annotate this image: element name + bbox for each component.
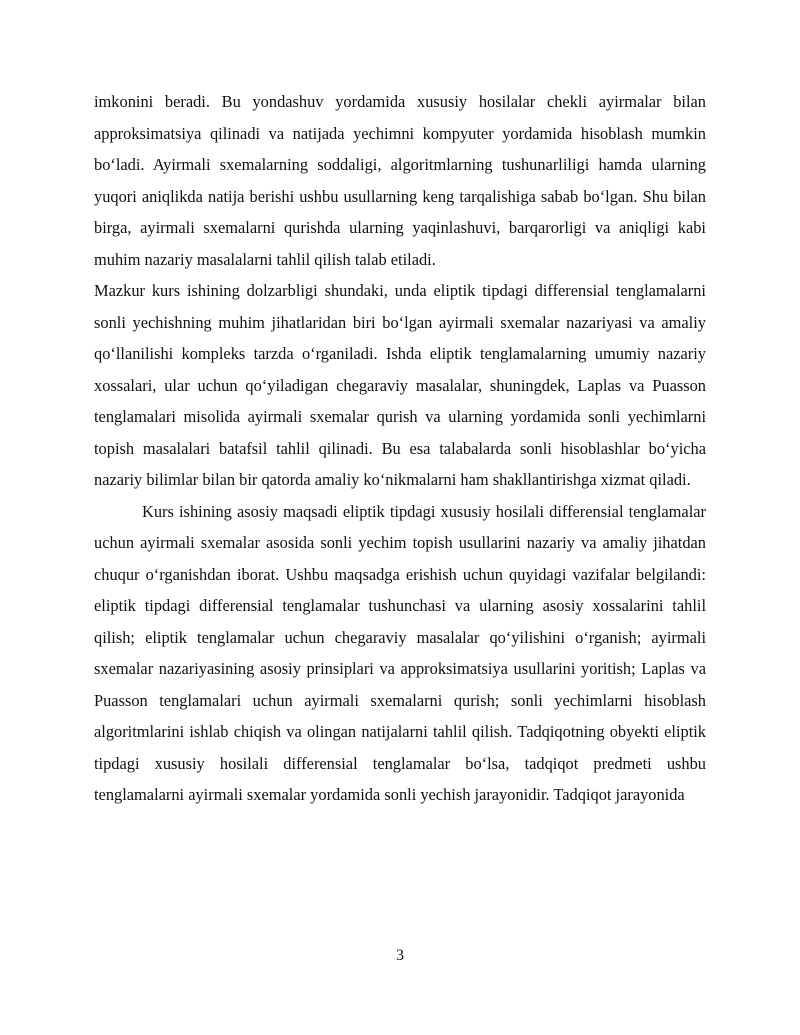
page-number: 3 <box>396 947 404 964</box>
paragraph-relevance: Mazkur kurs ishining dolzarbligi shundaki, unda eliptik tipdagi differensial tenglamalarni sonli yechishning muhim jihatlaridan biri bo‘lgan ayirmali sxemalar nazariyasi va amaliy qo‘llanilishi kompleks tarzda o‘rganiladi. Ishda eliptik tenglamalarning umumiy nazariy xossalari, ular uchun qo‘yiladigan chegaraviy masalalar, shuningdek, Laplas va Puasson tenglamalari misolida ayirmali sxemalar qurish va ularning yordamida sonli yechimlarni topish masalalari batafsil tahlil qilinadi. Bu esa talabalarda sonli hisoblashlar bo‘yicha nazariy bilimlar bilan bir qatorda amaliy ko‘nikmalarni ham shakllantirishga xizmat qiladi. <box>94 281 706 489</box>
paragraph-goal: Kurs ishining asosiy maqsadi eliptik tipdagi xususiy hosilali differensial tenglamalar uchun ayirmali sxemalar asosida sonli yechim topish usullarini nazariy va amaliy jihatdan chuqur o‘rganishdan iborat. Ushbu maqsadga erishish uchun quyidagi vazifalar belgilandi: eliptik tipdagi differensial tenglamalar tushunchasi va ularning asosiy xossalarini tahlil qilish; eliptik tenglamalar uchun chegaraviy masalalar qo‘yilishini o‘rganish; ayirmali sxemalar nazariyasining asosiy prinsiplari va approksimatsiya usullarini yoritish; Laplas va Puasson tenglamalari uchun ayirmali sxemalarni qurish; sonli yechimlarni hisoblash algoritmlarini ishlab chiqish va olingan natijalarni tahlil qilish. Tadqiqotning obyekti eliptik tipdagi xususiy hosilali differensial tenglamalar bo‘lsa, tadqiqot predmeti ushbu tenglamalarni ayirmali sxemalar yordamida sonli yechish jarayonidir. Tadqiqot jarayonida <box>94 501 706 804</box>
body-text <box>94 86 706 811</box>
paragraph-continuation: imkonini beradi. Bu yondashuv yordamida xususiy hosilalar chekli ayirmalar bilan approksimatsiya qilinadi va natijada yechimni kompyuter yordamida hisoblash mumkin bo‘ladi. Ayirmali sxemalarning soddaligi, algoritmlarning tushunarliligi hamda ularning yuqori aniqlikda natija berishi ushbu usullarning keng tarqalishiga sabab bo‘lgan. Shu bilan birga, ayirmali sxemalarni qurishda ularning yaqinlashuvi, barqarorligi va aniqligi kabi muhim nazariy masalalarni tahlil qilish talab etiladi. <box>94 92 706 269</box>
